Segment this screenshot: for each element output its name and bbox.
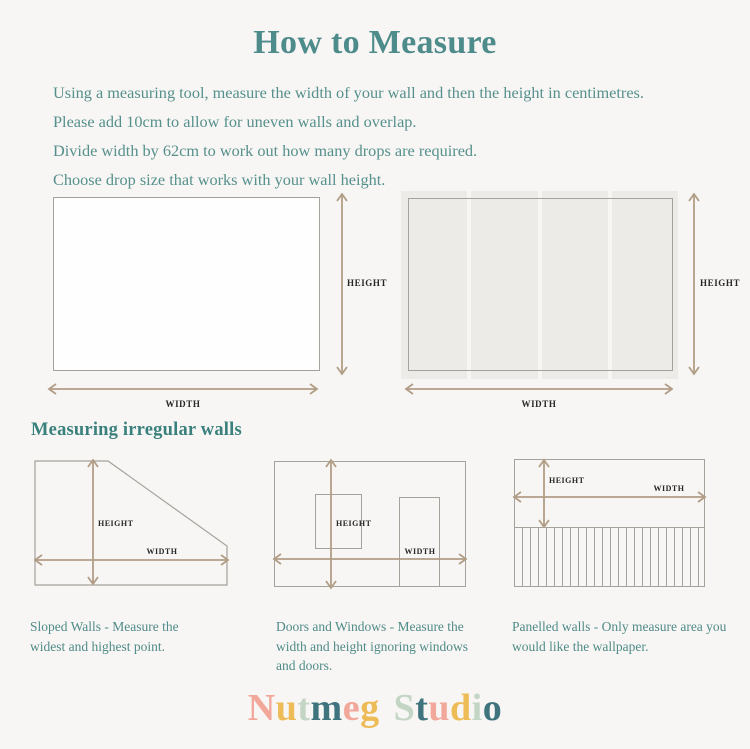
intro-line-3: Divide width by 62cm to work out how many drops are required. — [53, 141, 478, 160]
height-label: HEIGHT — [347, 278, 388, 288]
logo-letter: o — [482, 687, 503, 729]
intro-line-1: Using a measuring tool, measure the width of your wall and then the height in centimetres. — [53, 83, 644, 102]
logo-letter: u — [428, 687, 450, 729]
width-arrow — [31, 552, 232, 568]
width-label: WIDTH — [521, 399, 557, 409]
height-label: HEIGHT — [700, 278, 741, 288]
logo-letter: N — [247, 687, 276, 729]
sloped-walls-caption: Sloped Walls - Measure the widest and highest point. — [30, 619, 179, 654]
wall-outline — [408, 198, 673, 371]
logo-word — [394, 686, 503, 730]
intro-line-2: Please add 10cm to allow for uneven walls and overlap. — [53, 112, 417, 131]
width-arrow — [402, 381, 676, 397]
logo-letter: t — [297, 687, 311, 729]
height-label: HEIGHT — [336, 519, 372, 528]
doors-windows-caption: Doors and Windows - Measure the width and height ignoring windows and doors. — [276, 619, 468, 673]
irregular-walls-heading: Measuring irregular walls — [31, 420, 242, 440]
intro-line-4: Choose drop size that works with your wall height. — [53, 170, 386, 189]
width-label: WIDTH — [404, 547, 436, 556]
panelled-walls-caption: Panelled walls - Only measure area you would like the wallpaper. — [512, 619, 727, 654]
logo-letter: S — [393, 687, 416, 729]
nutmeg-studio-logo — [0, 686, 750, 730]
logo-letter: e — [342, 687, 361, 729]
logo-letter: u — [275, 687, 298, 729]
page-title: How to Measure — [253, 24, 497, 61]
width-arrow — [45, 381, 321, 397]
width-label: WIDTH — [653, 484, 685, 493]
logo-letter: t — [415, 687, 429, 729]
height-label: HEIGHT — [98, 519, 134, 528]
logo-letter: d — [450, 687, 472, 729]
wall-panelling — [514, 527, 705, 587]
height-label: HEIGHT — [549, 476, 585, 485]
intro-text — [53, 78, 723, 194]
logo-letter: m — [310, 687, 343, 729]
logo-word — [248, 686, 380, 730]
plain-wall-diagram — [53, 197, 320, 371]
door-shape — [399, 497, 440, 587]
width-label: WIDTH — [146, 547, 178, 556]
logo-letter: i — [471, 687, 483, 729]
logo-letter: g — [360, 687, 380, 729]
width-label: WIDTH — [165, 399, 201, 409]
